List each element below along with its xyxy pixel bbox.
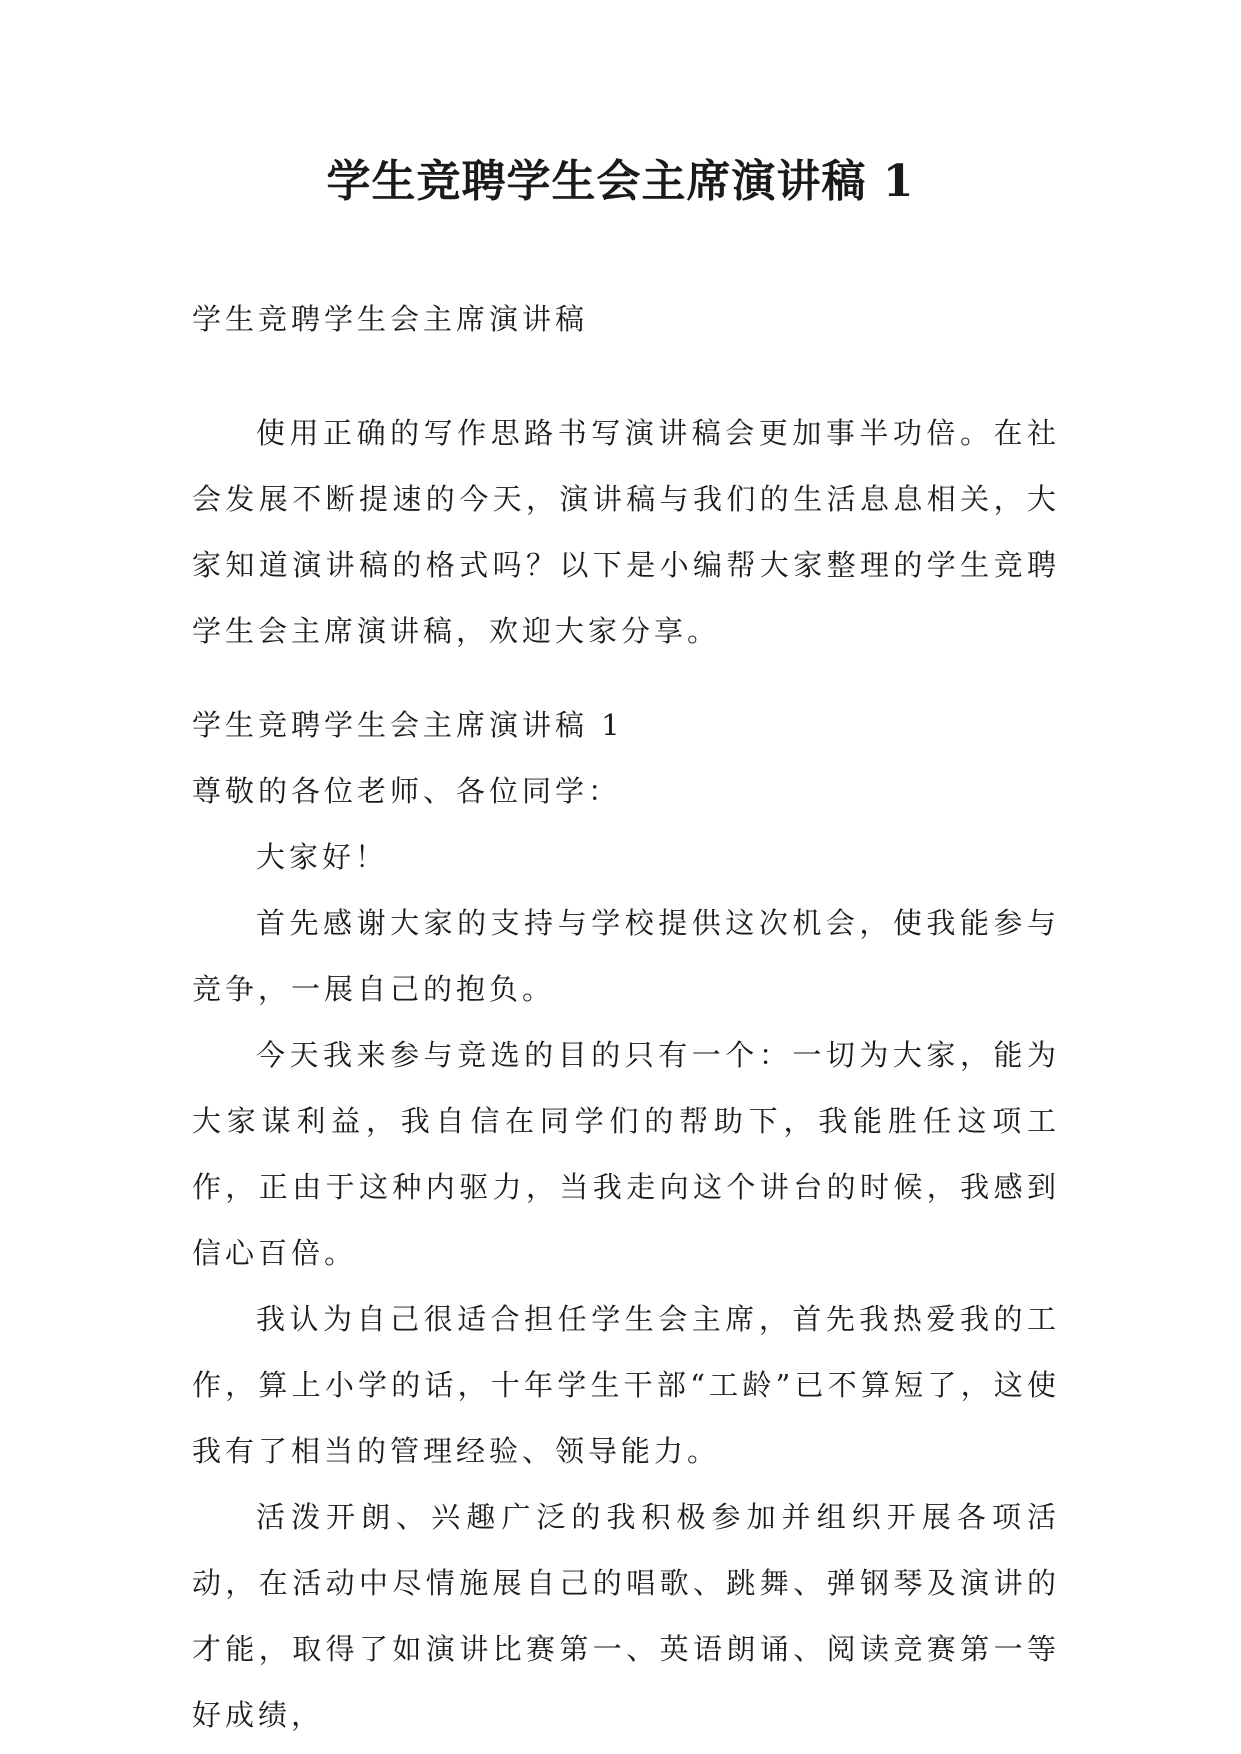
paragraph-greeting: 大家好！ bbox=[256, 840, 389, 874]
paragraph-purpose: 今天我来参与竞选的目的只有一个：一切为大家，能为大家谋利益，我自信在同学们的帮助下，我能胜任这项工作，正由于这种内驱力，当我走向这个讲台的时候，我感到信心百倍。 bbox=[192, 1038, 1060, 1270]
salutation: 尊敬的各位老师、各位同学： bbox=[192, 774, 622, 808]
paragraph-activities: 活泼开朗、兴趣广泛的我积极参加并组织开展各项活动，在活动中尽情施展自己的唱歌、跳舞、弹钢琴及演讲的才能，取得了如演讲比赛第一、英语朗诵、阅读竞赛第一等好成绩， bbox=[192, 1500, 1060, 1732]
paragraph-thanks: 首先感谢大家的支持与学校提供这次机会，使我能参与竞争，一展自己的抱负。 bbox=[192, 906, 1060, 1006]
document-subtitle: 学生竞聘学生会主席演讲稿 bbox=[192, 302, 589, 336]
section-heading: 学生竞聘学生会主席演讲稿 1 bbox=[192, 708, 624, 742]
speech-body bbox=[192, 692, 1060, 1748]
intro-paragraph: 使用正确的写作思路书写演讲稿会更加事半功倍。在社会发展不断提速的今天，演讲稿与我们的生活息息相关，大家知道演讲稿的格式吗？以下是小编帮大家整理的学生竞聘学生会主席演讲稿，欢迎大家分享。 bbox=[192, 416, 1060, 648]
document-title: 学生竞聘学生会主席演讲稿 1 bbox=[326, 156, 915, 207]
paragraph-experience: 我认为自己很适合担任学生会主席，首先我热爱我的工作，算上小学的话，十年学生干部“工龄”已不算短了，这使我有了相当的管理经验、领导能力。 bbox=[192, 1302, 1060, 1468]
